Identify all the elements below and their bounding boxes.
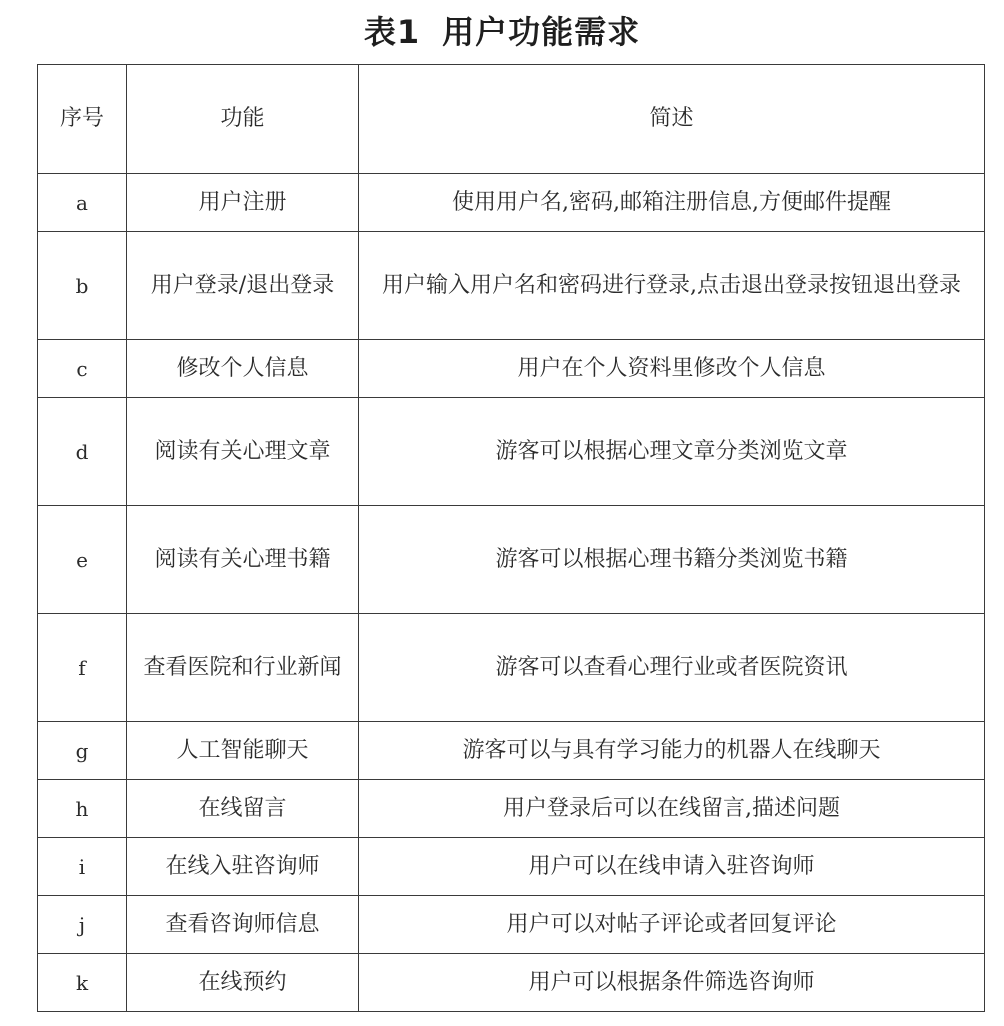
row-function: 用户登录/退出登录 [127,232,359,340]
header-function: 功能 [127,65,359,174]
row-description: 用户输入用户名和密码进行登录,点击退出登录按钮退出登录 [359,232,985,340]
row-function: 人工智能聊天 [127,722,359,780]
row-index: e [38,506,127,614]
row-function: 阅读有关心理文章 [127,398,359,506]
row-index: i [38,838,127,896]
row-index: g [38,722,127,780]
row-function: 阅读有关心理书籍 [127,506,359,614]
header-description: 简述 [359,65,985,174]
table-row [38,506,985,614]
table-title: 用户功能需求 [442,13,641,51]
row-function: 在线入驻咨询师 [127,838,359,896]
row-description: 游客可以查看心理行业或者医院资讯 [359,614,985,722]
row-description: 用户可以根据条件筛选咨询师 [359,954,985,1012]
table-row [38,954,985,1012]
table-row [38,398,985,506]
row-function: 用户注册 [127,174,359,232]
table-row [38,340,985,398]
row-index: c [38,340,127,398]
row-function: 查看医院和行业新闻 [127,614,359,722]
row-index: b [38,232,127,340]
row-description: 用户可以对帖子评论或者回复评论 [359,896,985,954]
row-description: 使用用户名,密码,邮箱注册信息,方便邮件提醒 [359,174,985,232]
row-description: 用户可以在线申请入驻咨询师 [359,838,985,896]
table-row [38,896,985,954]
table-row [38,780,985,838]
table-header-row [38,65,985,174]
row-index: k [38,954,127,1012]
header-index: 序号 [38,65,127,174]
row-description: 游客可以与具有学习能力的机器人在线聊天 [359,722,985,780]
table-row [38,174,985,232]
row-function: 在线留言 [127,780,359,838]
row-index: j [38,896,127,954]
row-description: 用户登录后可以在线留言,描述问题 [359,780,985,838]
row-index: d [38,398,127,506]
row-function: 在线预约 [127,954,359,1012]
row-function: 查看咨询师信息 [127,896,359,954]
table-number: 表1 [363,13,421,51]
table-row [38,614,985,722]
table-row [38,232,985,340]
row-description: 用户在个人资料里修改个人信息 [359,340,985,398]
requirements-table [37,64,985,1012]
table-row [38,722,985,780]
row-function: 修改个人信息 [127,340,359,398]
row-description: 游客可以根据心理书籍分类浏览书籍 [359,506,985,614]
row-index: f [38,614,127,722]
row-index: a [38,174,127,232]
table-row [38,838,985,896]
table-caption [0,8,1004,56]
row-index: h [38,780,127,838]
row-description: 游客可以根据心理文章分类浏览文章 [359,398,985,506]
